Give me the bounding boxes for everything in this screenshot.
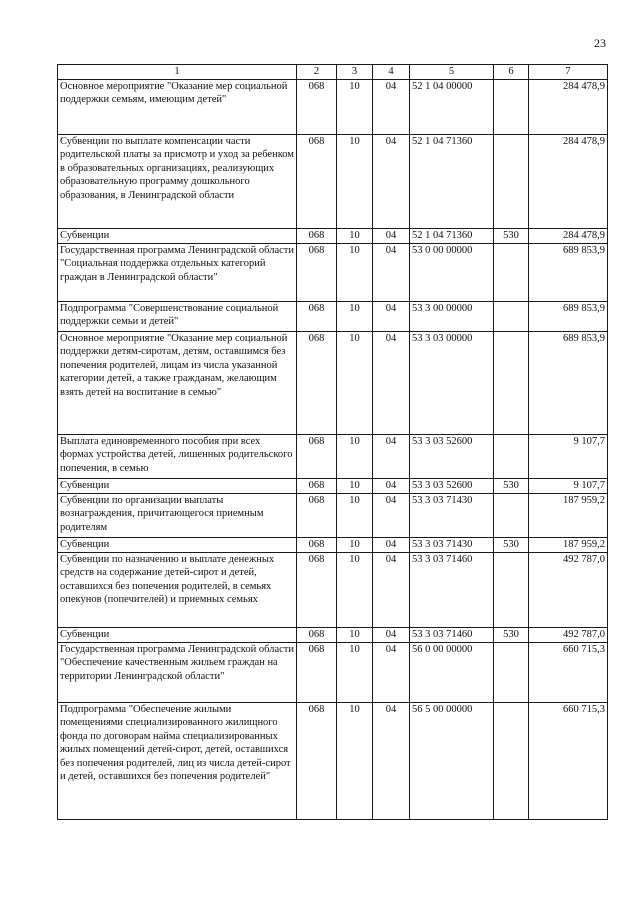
cell-amount: 284 478,9 xyxy=(529,229,608,244)
cell-ministry: 068 xyxy=(297,135,337,229)
cell-expense-type: 530 xyxy=(494,538,529,553)
cell-amount: 660 715,3 xyxy=(529,643,608,703)
cell-target-code: 52 1 04 71360 xyxy=(410,229,494,244)
table-row xyxy=(58,80,608,135)
cell-section: 10 xyxy=(337,494,373,538)
cell-ministry: 068 xyxy=(297,435,337,479)
header-col-1: 1 xyxy=(58,65,297,80)
cell-amount: 492 787,0 xyxy=(529,628,608,643)
cell-target-code: 53 0 00 00000 xyxy=(410,244,494,302)
cell-amount: 492 787,0 xyxy=(529,553,608,628)
cell-ministry: 068 xyxy=(297,479,337,494)
header-col-7: 7 xyxy=(529,65,608,80)
header-col-6: 6 xyxy=(494,65,529,80)
cell-expense-type: 530 xyxy=(494,479,529,494)
cell-expense-type xyxy=(494,494,529,538)
cell-section: 10 xyxy=(337,479,373,494)
cell-amount: 284 478,9 xyxy=(529,135,608,229)
cell-ministry: 068 xyxy=(297,628,337,643)
cell-expense-type xyxy=(494,643,529,703)
cell-expense-type xyxy=(494,80,529,135)
header-row xyxy=(58,65,608,80)
cell-subsection: 04 xyxy=(373,135,410,229)
table-row xyxy=(58,538,608,553)
cell-subsection: 04 xyxy=(373,302,410,332)
cell-ministry: 068 xyxy=(297,229,337,244)
cell-amount: 689 853,9 xyxy=(529,332,608,435)
cell-subsection: 04 xyxy=(373,538,410,553)
cell-target-code: 53 3 03 52600 xyxy=(410,479,494,494)
cell-name: Основное мероприятие "Оказание мер социальной поддержки семьям, имеющим детей" xyxy=(58,80,297,135)
cell-name: Государственная программа Ленинградской области "Социальная поддержка отдельных категорий граждан в Ленинградской области" xyxy=(58,244,297,302)
table-body xyxy=(58,80,608,820)
cell-expense-type xyxy=(494,703,529,820)
cell-section: 10 xyxy=(337,302,373,332)
cell-ministry: 068 xyxy=(297,80,337,135)
header-col-3: 3 xyxy=(337,65,373,80)
cell-name: Субвенции xyxy=(58,628,297,643)
cell-section: 10 xyxy=(337,703,373,820)
cell-section: 10 xyxy=(337,553,373,628)
cell-amount: 9 107,7 xyxy=(529,435,608,479)
cell-name: Субвенции xyxy=(58,479,297,494)
cell-name: Субвенции по выплате компенсации части родительской платы за присмотр и уход за ребенком в образовательных организациях, реализующих образовательную программу дошкольного образования, в Ленинградской области xyxy=(58,135,297,229)
cell-expense-type xyxy=(494,332,529,435)
cell-ministry: 068 xyxy=(297,494,337,538)
cell-expense-type xyxy=(494,244,529,302)
header-col-5: 5 xyxy=(410,65,494,80)
cell-subsection: 04 xyxy=(373,229,410,244)
cell-name: Субвенции по организации выплаты вознаграждения, причитающегося приемным родителям xyxy=(58,494,297,538)
cell-ministry: 068 xyxy=(297,538,337,553)
cell-target-code: 53 3 03 52600 xyxy=(410,435,494,479)
cell-section: 10 xyxy=(337,435,373,479)
cell-target-code: 52 1 04 00000 xyxy=(410,80,494,135)
table-row xyxy=(58,628,608,643)
cell-subsection: 04 xyxy=(373,494,410,538)
cell-name: Выплата единовременного пособия при всех формах устройства детей, лишенных родительского попечения, в семью xyxy=(58,435,297,479)
cell-section: 10 xyxy=(337,244,373,302)
cell-name: Субвенции xyxy=(58,229,297,244)
cell-expense-type: 530 xyxy=(494,229,529,244)
cell-expense-type xyxy=(494,553,529,628)
table-row xyxy=(58,135,608,229)
table-row xyxy=(58,703,608,820)
cell-amount: 9 107,7 xyxy=(529,479,608,494)
header-col-4: 4 xyxy=(373,65,410,80)
cell-target-code: 53 3 03 00000 xyxy=(410,332,494,435)
cell-subsection: 04 xyxy=(373,435,410,479)
cell-amount: 660 715,3 xyxy=(529,703,608,820)
cell-ministry: 068 xyxy=(297,703,337,820)
cell-target-code: 52 1 04 71360 xyxy=(410,135,494,229)
cell-subsection: 04 xyxy=(373,479,410,494)
cell-expense-type xyxy=(494,435,529,479)
cell-target-code: 53 3 03 71460 xyxy=(410,553,494,628)
cell-amount: 187 959,2 xyxy=(529,538,608,553)
cell-section: 10 xyxy=(337,80,373,135)
table-row xyxy=(58,643,608,703)
table-row xyxy=(58,302,608,332)
budget-table xyxy=(57,64,608,820)
cell-section: 10 xyxy=(337,538,373,553)
cell-name: Государственная программа Ленинградской области "Обеспечение качественным жильем граждан на территории Ленинградской области" xyxy=(58,643,297,703)
cell-ministry: 068 xyxy=(297,643,337,703)
cell-target-code: 53 3 03 71460 xyxy=(410,628,494,643)
cell-subsection: 04 xyxy=(373,643,410,703)
cell-name: Субвенции xyxy=(58,538,297,553)
cell-amount: 187 959,2 xyxy=(529,494,608,538)
cell-name: Подпрограмма "Совершенствование социальной поддержки семьи и детей" xyxy=(58,302,297,332)
table-row xyxy=(58,494,608,538)
table-row xyxy=(58,553,608,628)
cell-expense-type xyxy=(494,135,529,229)
cell-subsection: 04 xyxy=(373,80,410,135)
cell-subsection: 04 xyxy=(373,332,410,435)
cell-ministry: 068 xyxy=(297,302,337,332)
cell-ministry: 068 xyxy=(297,332,337,435)
cell-subsection: 04 xyxy=(373,703,410,820)
cell-subsection: 04 xyxy=(373,628,410,643)
cell-expense-type xyxy=(494,302,529,332)
cell-target-code: 53 3 03 71430 xyxy=(410,494,494,538)
cell-name: Подпрограмма "Обеспечение жилыми помещениями специализированного жилищного фонда по договорам найма специализированных жилых помещений детей-сирот, детей, оставшихся без попечения родителей, лиц из числа детей-сирот и детей, оставшихся без попечения родителей" xyxy=(58,703,297,820)
cell-amount: 689 853,9 xyxy=(529,244,608,302)
cell-subsection: 04 xyxy=(373,553,410,628)
cell-section: 10 xyxy=(337,628,373,643)
table-row xyxy=(58,332,608,435)
table-row xyxy=(58,479,608,494)
cell-ministry: 068 xyxy=(297,244,337,302)
cell-ministry: 068 xyxy=(297,553,337,628)
table-row xyxy=(58,435,608,479)
cell-amount: 689 853,9 xyxy=(529,302,608,332)
header-col-2: 2 xyxy=(297,65,337,80)
cell-name: Основное мероприятие "Оказание мер социальной поддержки детям-сиротам, детям, оставшимся без попечения родителей, лицам из числа указанной категории детей, а также гражданам, желающим взять детей на воспитание в семью" xyxy=(58,332,297,435)
cell-name: Субвенции по назначению и выплате денежных средств на содержание детей-сирот и детей, оставшихся без попечения родителей, в семьях опекунов (попечителей) и приемных семьях xyxy=(58,553,297,628)
cell-expense-type: 530 xyxy=(494,628,529,643)
cell-section: 10 xyxy=(337,135,373,229)
page-number: 23 xyxy=(594,36,606,50)
cell-subsection: 04 xyxy=(373,244,410,302)
cell-section: 10 xyxy=(337,643,373,703)
cell-amount: 284 478,9 xyxy=(529,80,608,135)
cell-target-code: 53 3 03 71430 xyxy=(410,538,494,553)
table-row xyxy=(58,244,608,302)
cell-target-code: 53 3 00 00000 xyxy=(410,302,494,332)
cell-target-code: 56 0 00 00000 xyxy=(410,643,494,703)
table-row xyxy=(58,229,608,244)
cell-section: 10 xyxy=(337,332,373,435)
cell-section: 10 xyxy=(337,229,373,244)
cell-target-code: 56 5 00 00000 xyxy=(410,703,494,820)
